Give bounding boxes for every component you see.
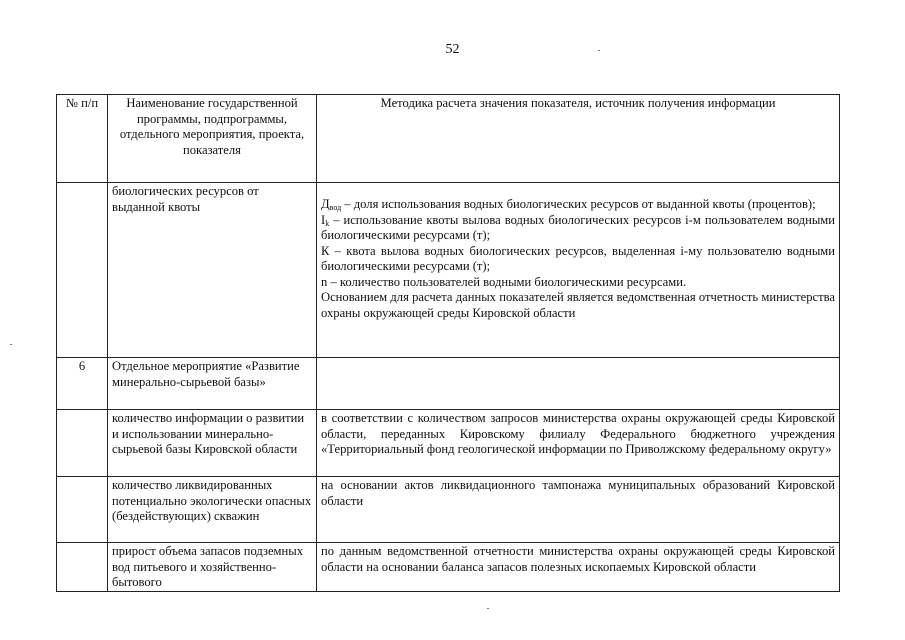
row-number-cell [57, 410, 108, 477]
method-line: $Д_{вод}$ – доля использования водных биологических ресурсов от выданной квоты (процентов); [321, 197, 816, 212]
row-number-cell [57, 477, 108, 543]
header-name-cell: Наименование государственной программы, подпрограммы, отдельного мероприятия, проекта, показателя [108, 95, 317, 183]
scan-speck [598, 50, 600, 51]
header-method-cell: Методика расчета значения показателя, источник получения информации [317, 95, 840, 183]
scan-speck [487, 608, 489, 609]
scan-speck [10, 344, 12, 345]
row-method-cell: в соответствии с количеством запросов министерства охраны окружающей среды Кировской области, переданных Кировскому филиалу Федерального бюджетного учреждения «Территориальный фонд геологической информации по Приволжскому федеральному округу» [317, 410, 840, 477]
method-line: n – количество пользователей водными биологическими ресурсами. [321, 274, 687, 289]
row-method-cell: по данным ведомственной отчетности министерства охраны окружающей среды Кировской области на основании баланса запасов полезных ископаемых Кировской области [317, 543, 840, 592]
row-name-cell: Отдельное мероприятие «Развитие минерально-сырьевой базы» [108, 358, 317, 410]
row-name-cell: биологических ресурсов от выданной квоты [108, 183, 317, 358]
indicator-table [56, 94, 840, 592]
row-method-cell: на основании актов ликвидационного тампонажа муниципальных образований Кировской области [317, 477, 840, 543]
table-header-row [57, 95, 840, 183]
table-row [57, 183, 840, 358]
method-line: К – квота вылова водных биологических ресурсов, выделенная i-му пользователю водными биологическими ресурсами (т); [321, 243, 835, 273]
method-line: Основанием для расчета данных показателей является ведомственная отчетность министерства охраны окружающей среды Кировской области [321, 290, 835, 320]
row-number-cell [57, 183, 108, 358]
table-row [57, 543, 840, 592]
row-number-cell: 6 [57, 358, 108, 410]
row-method-cell [317, 183, 840, 358]
table-row [57, 477, 840, 543]
table-row [57, 358, 840, 410]
page-number: 52 [445, 42, 460, 57]
row-number-cell [57, 543, 108, 592]
row-name-cell: количество ликвидированных потенциально экологически опасных (бездействующих) скважин [108, 477, 317, 543]
row-name-cell: количество информации о развитии и использовании минерально-сырьевой базы Кировской области [108, 410, 317, 477]
row-name-cell: прирост объема запасов подземных вод питьевого и хозяйственно-бытового [108, 543, 317, 592]
table-row [57, 410, 840, 477]
row-method-cell [317, 358, 840, 410]
header-number-cell: № п/п [57, 95, 108, 183]
method-line: $I_k$ – использование квоты вылова водных биологических ресурсов i-м пользователем водными биологическими ресурсами (т); [321, 212, 835, 242]
